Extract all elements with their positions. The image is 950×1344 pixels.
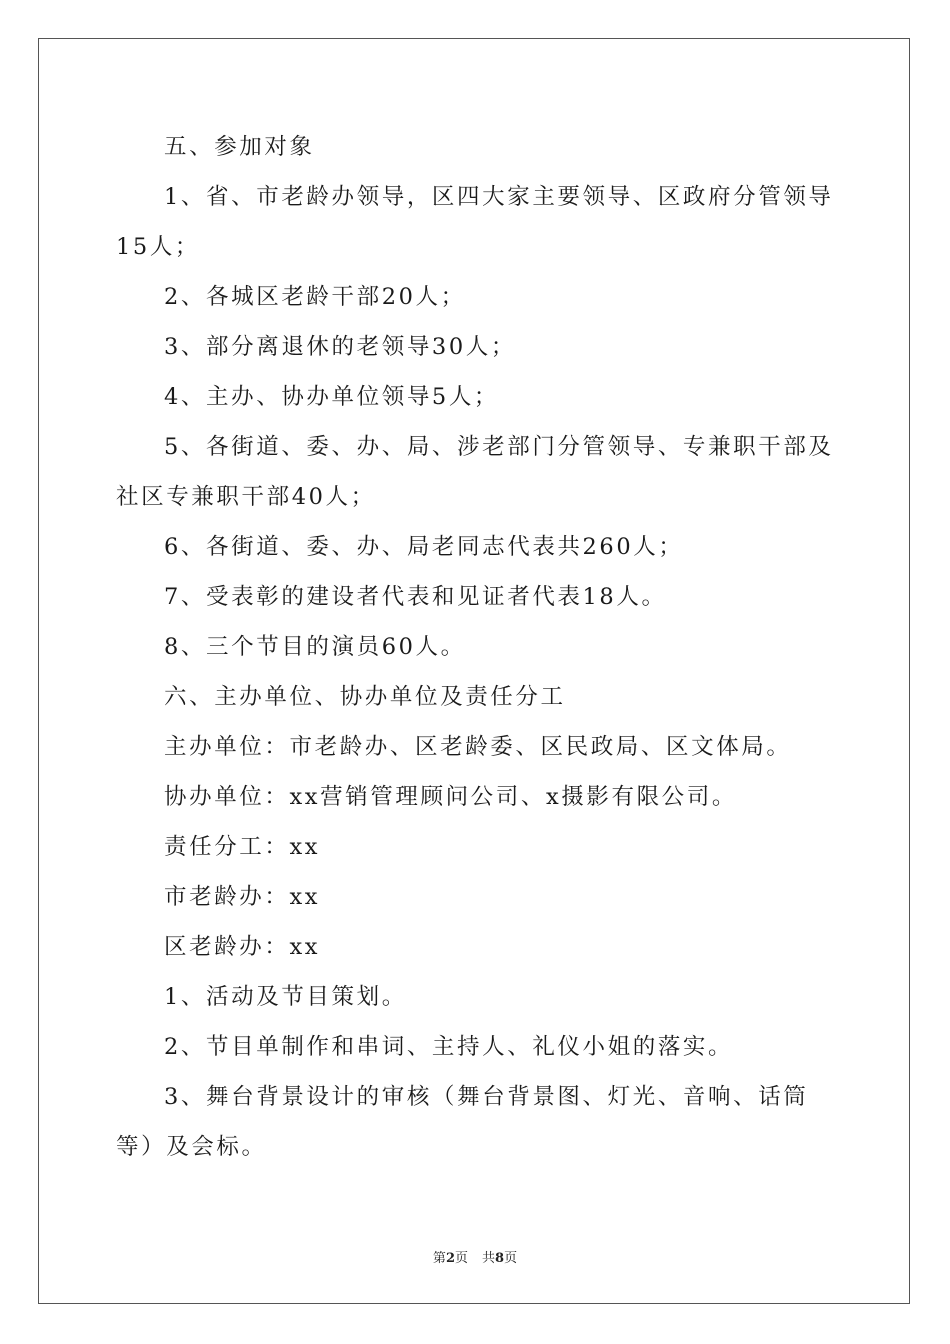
organizer-line: 主办单位：市老龄办、区老龄委、区民政局、区文体局。 — [164, 734, 792, 760]
section-heading-organizers: 六、主办单位、协办单位及责任分工 — [164, 684, 566, 710]
district-office-line: 区老龄办：xx — [164, 934, 321, 960]
city-office-line: 市老龄办：xx — [164, 884, 321, 910]
list-item: 8、三个节目的演员60人。 — [164, 634, 466, 660]
list-item: 1、活动及节目策划。 — [164, 984, 407, 1010]
responsibility-line: 责任分工：xx — [164, 834, 321, 860]
page-suffix: 页 — [454, 1251, 468, 1266]
list-item: 2、各城区老龄干部20人； — [164, 284, 466, 310]
list-item: 7、受表彰的建设者代表和见证者代表18人。 — [164, 584, 667, 610]
document-body — [116, 122, 836, 1172]
page-total: 8 — [495, 1251, 505, 1266]
list-item: 1、省、市老龄办领导，区四大家主要领导、区政府分管领导15人； — [116, 184, 834, 260]
page-footer — [0, 1247, 950, 1266]
list-item: 6、各街道、委、办、局老同志代表共260人； — [164, 534, 684, 560]
page-current: 2 — [445, 1251, 455, 1266]
list-item: 2、节目单制作和串词、主持人、礼仪小姐的落实。 — [164, 1034, 734, 1060]
co-organizer-line: 协办单位：xx营销管理顾问公司、x摄影有限公司。 — [164, 784, 737, 810]
list-item: 4、主办、协办单位领导5人； — [164, 384, 500, 410]
section-heading-participants: 五、参加对象 — [164, 134, 315, 160]
list-item: 5、各街道、委、办、局、涉老部门分管领导、专兼职干部及社区专兼职干部40人； — [116, 434, 834, 510]
list-item: 3、舞台背景设计的审核（舞台背景图、灯光、音响、话筒等）及会标。 — [116, 1084, 809, 1160]
page-prefix: 第 — [432, 1251, 446, 1266]
list-item: 3、部分离退休的老领导30人； — [164, 334, 516, 360]
total-prefix: 共 — [482, 1251, 496, 1266]
total-suffix: 页 — [504, 1251, 518, 1266]
